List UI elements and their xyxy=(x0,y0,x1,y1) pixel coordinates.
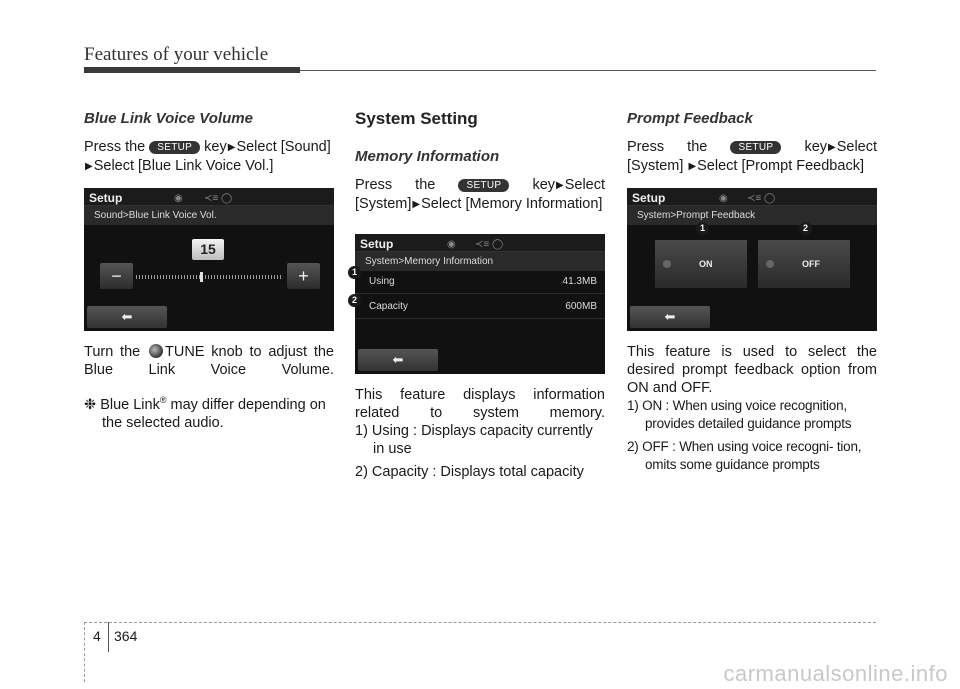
volume-slider-thumb[interactable] xyxy=(200,272,203,282)
header-rule-thin xyxy=(300,70,876,71)
paragraph-tune-knob xyxy=(84,343,334,379)
arrow-right-icon: ▶ xyxy=(412,199,421,210)
screenshot-memory-information xyxy=(355,234,605,374)
callout-2: 2 xyxy=(348,294,361,307)
screen-topbar xyxy=(627,188,877,206)
row-label: Capacity xyxy=(369,301,408,312)
header-rule-thick xyxy=(84,67,300,73)
screen-title: Setup xyxy=(89,191,123,205)
button-label: ON xyxy=(699,259,713,269)
paragraph-memory-description: This feature displays information related to system memory. xyxy=(355,387,605,421)
back-arrow-icon: ⬅ xyxy=(392,352,404,367)
screenshot-voice-volume xyxy=(84,188,334,331)
row-value: 41.3MB xyxy=(562,276,597,287)
arrow-right-icon: ▶ xyxy=(828,142,836,153)
row-label: Using xyxy=(369,276,395,287)
screen-breadcrumb: Sound>Blue Link Voice Vol. xyxy=(84,206,334,225)
text: Select xyxy=(564,177,606,193)
volume-slider[interactable] xyxy=(136,275,282,279)
screen-breadcrumb: System>Memory Information xyxy=(355,252,605,271)
screen-title: Setup xyxy=(632,191,666,205)
button-label: OFF xyxy=(802,259,820,269)
prompt-off-button[interactable] xyxy=(758,240,850,288)
arrow-right-icon: ▶ xyxy=(227,142,236,153)
radio-dot-icon xyxy=(663,260,671,268)
text: key xyxy=(804,139,828,155)
text: Press the xyxy=(84,139,146,155)
status-icon: ◉ xyxy=(719,193,728,204)
usb-icon: ≺≡ ◯ xyxy=(204,193,233,204)
setup-key-icon: SETUP xyxy=(458,179,509,192)
footer-rule xyxy=(84,622,876,623)
list-item: 2) Capacity : Displays total capacity xyxy=(355,464,584,480)
memory-list xyxy=(355,422,605,481)
screenshot-prompt-feedback xyxy=(627,188,877,331)
column-voice-volume xyxy=(84,110,334,432)
arrow-right-icon: ▶ xyxy=(688,161,697,172)
back-button[interactable] xyxy=(630,306,710,328)
usb-icon: ≺≡ ◯ xyxy=(747,193,776,204)
subheading-memory-information: Memory Information xyxy=(355,148,500,165)
page-number: 364 xyxy=(114,628,138,644)
back-arrow-icon: ⬅ xyxy=(121,309,133,324)
list-item: 1) Using : Displays capacity currently in use xyxy=(355,423,593,457)
column-prompt-feedback xyxy=(627,110,877,479)
text: Turn the xyxy=(84,344,141,360)
text: may differ depending on the selected audio. xyxy=(102,396,326,431)
volume-down-button[interactable]: − xyxy=(100,263,133,289)
text: Select [Prompt Feedback] xyxy=(697,158,864,174)
section-heading-voice-volume: Blue Link Voice Volume xyxy=(84,110,253,127)
volume-up-button[interactable]: + xyxy=(287,263,320,289)
instruction-voice-volume xyxy=(84,138,334,176)
column-system-setting xyxy=(355,110,605,486)
text: TUNE knob to adjust the Blue Link Voice Volume. xyxy=(84,344,334,378)
memory-row-using xyxy=(355,270,605,294)
text: Blue Link xyxy=(100,396,160,413)
arrow-right-icon: ▶ xyxy=(85,161,93,172)
section-heading-system-setting: System Setting xyxy=(355,109,478,128)
text: Select [Memory Information] xyxy=(421,196,603,212)
status-icon: ◉ xyxy=(174,193,183,204)
instruction-memory-information xyxy=(355,176,605,214)
page-header-title: Features of your vehicle xyxy=(84,44,269,65)
chapter-number: 4 xyxy=(93,628,101,644)
instruction-prompt-feedback xyxy=(627,138,877,176)
watermark: carmanualsonline.info xyxy=(723,661,948,686)
text: Select xyxy=(836,139,878,155)
usb-icon: ≺≡ ◯ xyxy=(475,239,504,250)
screen-breadcrumb: System>Prompt Feedback xyxy=(627,206,877,225)
registered-mark: ® xyxy=(159,395,167,405)
text: [System] xyxy=(627,158,684,174)
arrow-right-icon: ▶ xyxy=(556,180,564,191)
status-icon: ◉ xyxy=(447,239,456,250)
text: key xyxy=(532,177,556,193)
note-blue-link xyxy=(84,391,334,432)
row-value: 600MB xyxy=(565,301,597,312)
memory-row-capacity xyxy=(355,295,605,319)
screen-title: Setup xyxy=(360,237,394,251)
text: Select [Blue Link Voice Vol.] xyxy=(93,158,274,174)
callout-1: 1 xyxy=(348,266,361,279)
back-button[interactable] xyxy=(87,306,167,328)
setup-key-icon: SETUP xyxy=(149,141,200,154)
callout-1: 1 xyxy=(696,222,709,235)
text: Press the xyxy=(627,139,708,155)
screen-topbar xyxy=(355,234,605,252)
footer-vline xyxy=(84,622,85,682)
prompt-on-button[interactable] xyxy=(655,240,747,288)
back-button[interactable] xyxy=(358,349,438,371)
footer-separator xyxy=(108,622,109,652)
callout-2: 2 xyxy=(799,222,812,235)
text: Select [Sound] xyxy=(236,139,331,155)
note-mark-icon: ❉ xyxy=(84,396,97,413)
prompt-list xyxy=(627,397,877,474)
text: Press the xyxy=(355,177,436,193)
volume-value: 15 xyxy=(192,239,224,260)
tune-knob-icon xyxy=(149,344,163,358)
list-item: 2) OFF : When using voice recogni- tion, omits some guidance prompts xyxy=(627,439,862,472)
radio-dot-icon xyxy=(766,260,774,268)
screen-topbar xyxy=(84,188,334,206)
setup-key-icon: SETUP xyxy=(730,141,781,154)
back-arrow-icon: ⬅ xyxy=(664,309,676,324)
text: [System] xyxy=(355,196,412,212)
text: key xyxy=(204,139,227,155)
paragraph-prompt-description: This feature is used to select the desired prompt feedback option from ON and OFF. xyxy=(627,344,877,396)
section-heading-prompt-feedback: Prompt Feedback xyxy=(627,110,753,127)
list-item: 1) ON : When using voice recognition, provides detailed guidance prompts xyxy=(627,398,852,431)
